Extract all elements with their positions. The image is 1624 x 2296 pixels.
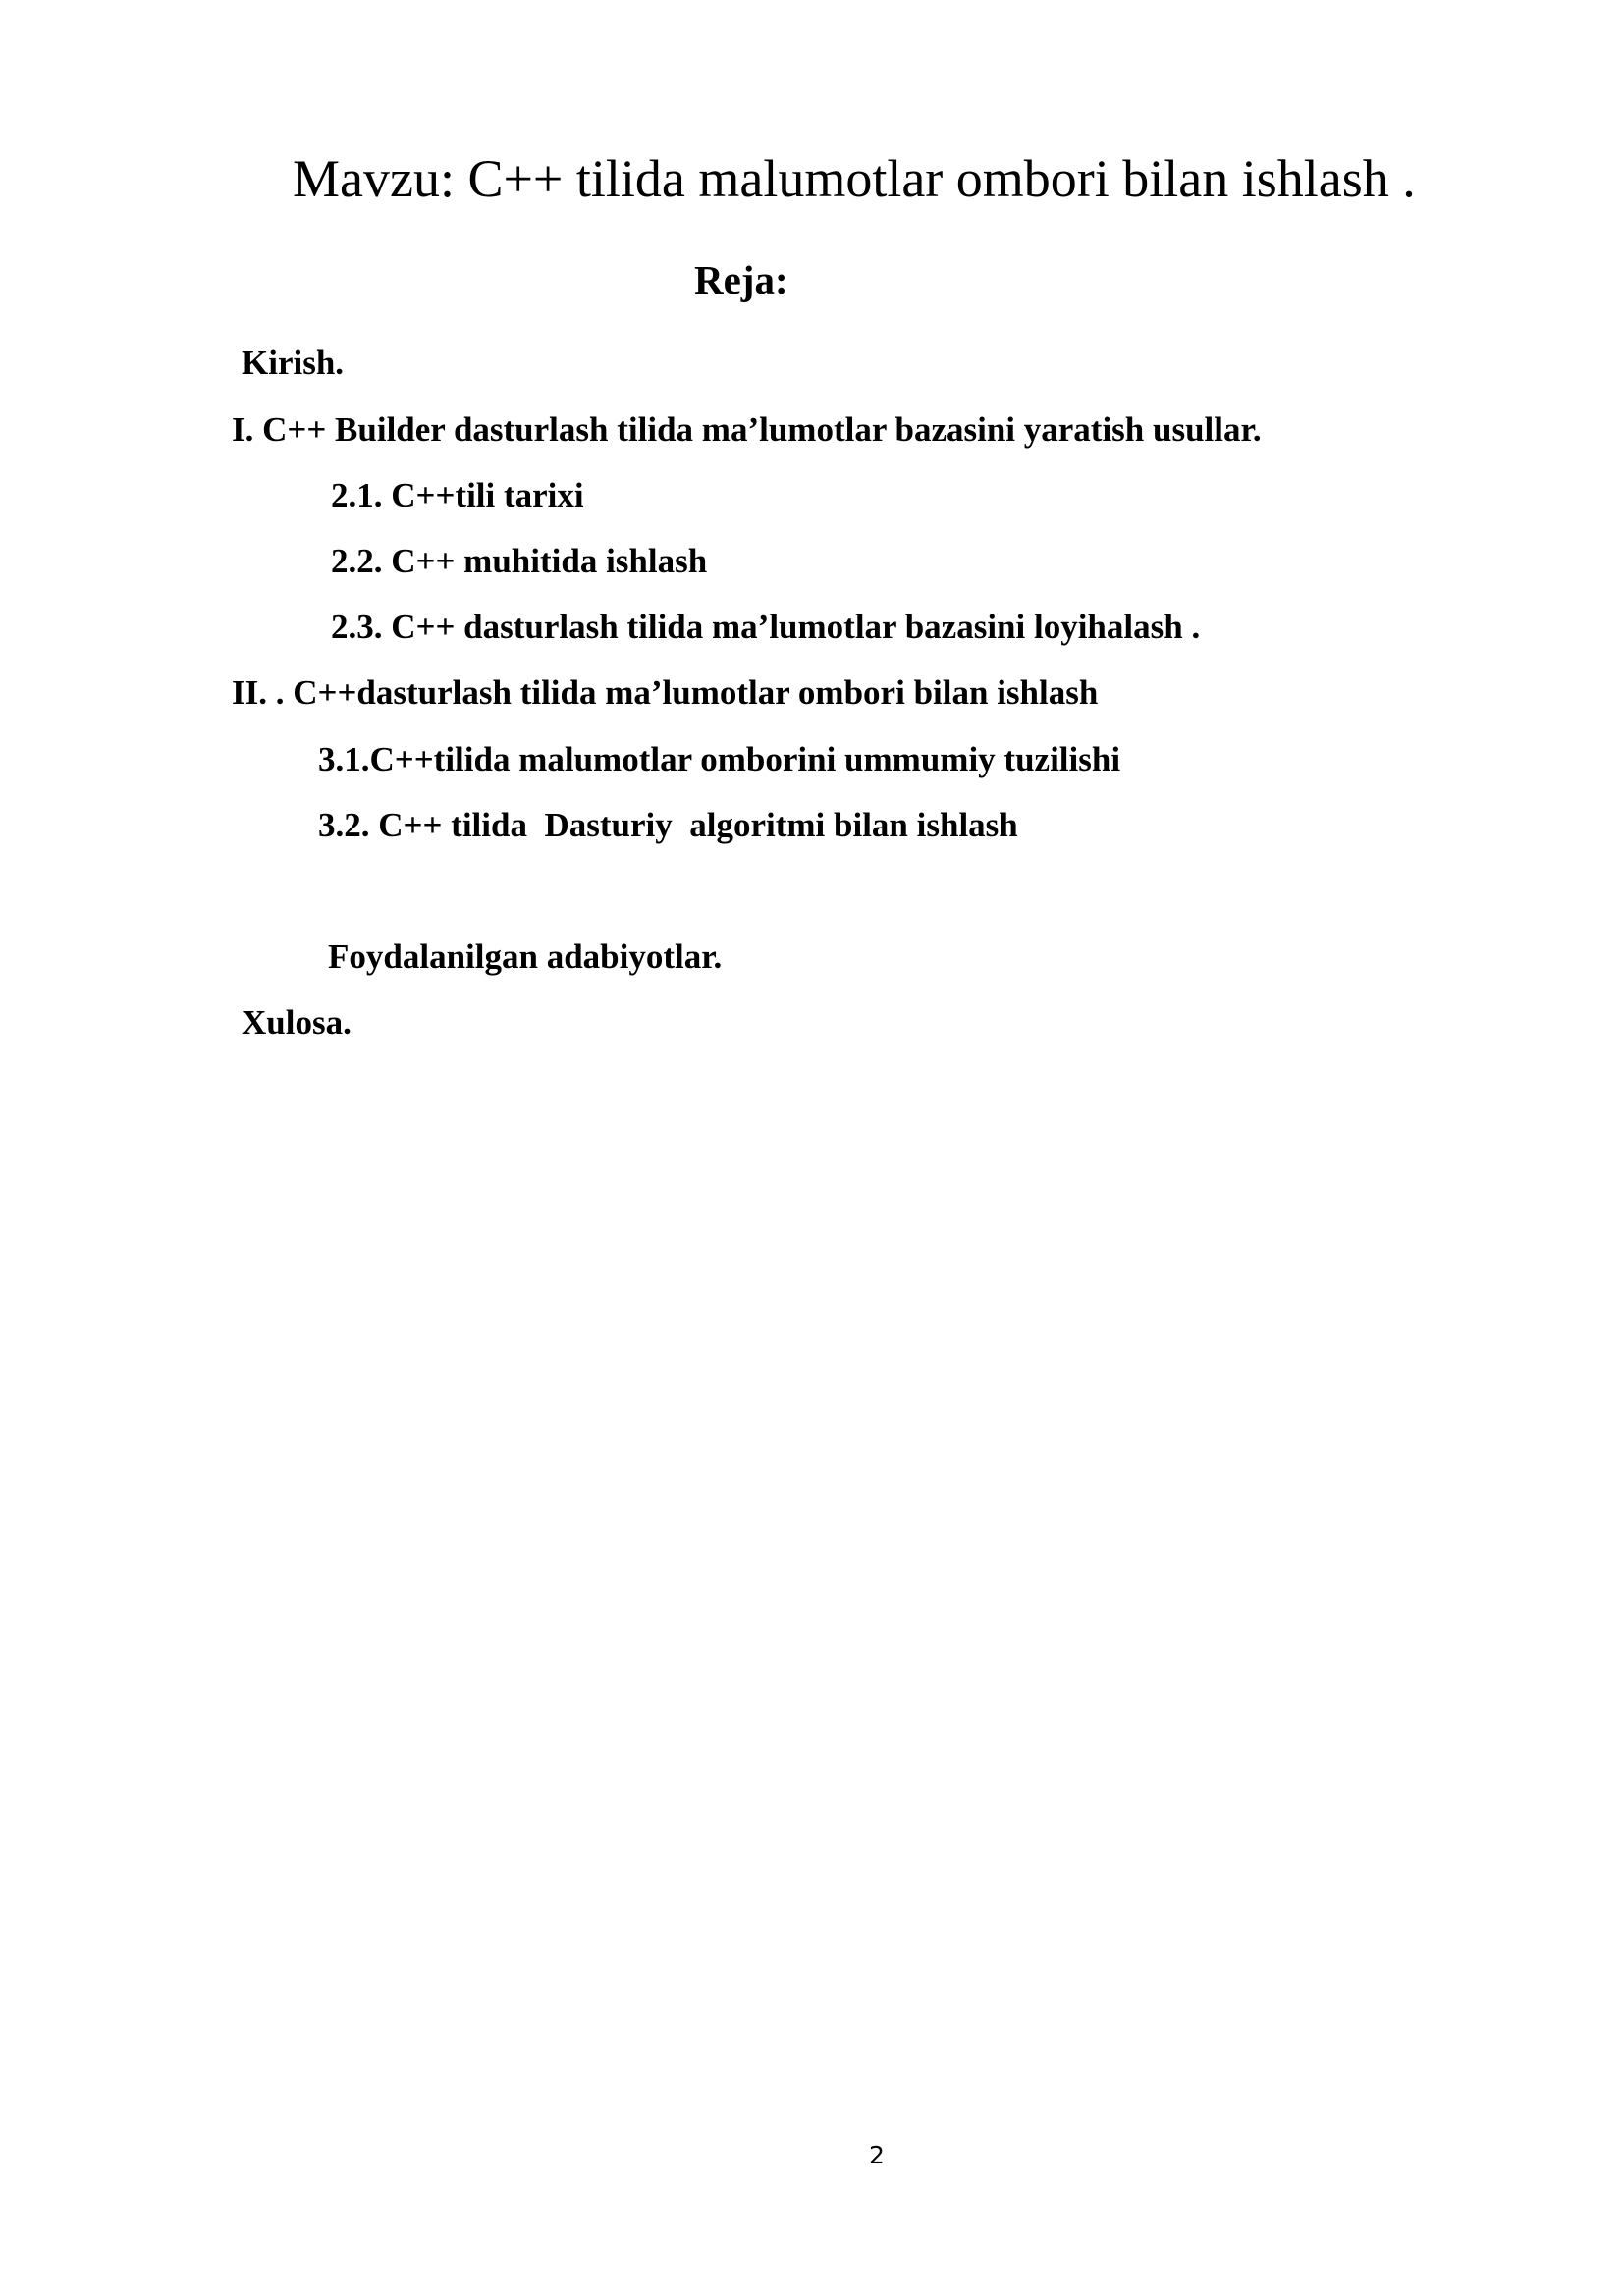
toc-part-2: II. . C++dasturlash tilida ma’lumotlar ombori bilan ishlash [232, 673, 1099, 712]
toc-section-3-2: 3.2. C++ tilida Dasturiy algoritmi bilan ishlash [318, 806, 1018, 844]
toc-part-1: I. C++ Builder dasturlash tilida ma’lumotlar bazasini yaratish usullar. [232, 410, 1262, 449]
toc-conclusion: Xulosa. [242, 1003, 352, 1041]
toc-references: Foydalanilgan adabiyotlar. [328, 937, 723, 976]
page-number: 2 [869, 2141, 885, 2169]
toc-section-3-1: 3.1.C++tilida malumotlar omborini ummumiy tuzilishi [318, 740, 1121, 778]
toc-intro: Kirish. [242, 344, 345, 382]
plan-heading: Reja: [694, 257, 788, 302]
page-title: Mavzu: C++ tilida malumotlar ombori bilan ishlash . [293, 149, 1416, 208]
toc-section-2-1: 2.1. C++tili tarixi [331, 476, 584, 514]
toc-section-2-2: 2.2. C++ muhitida ishlash [331, 542, 708, 580]
toc-section-2-3: 2.3. C++ dasturlash tilida ma’lumotlar bazasini loyihalash . [331, 608, 1201, 646]
